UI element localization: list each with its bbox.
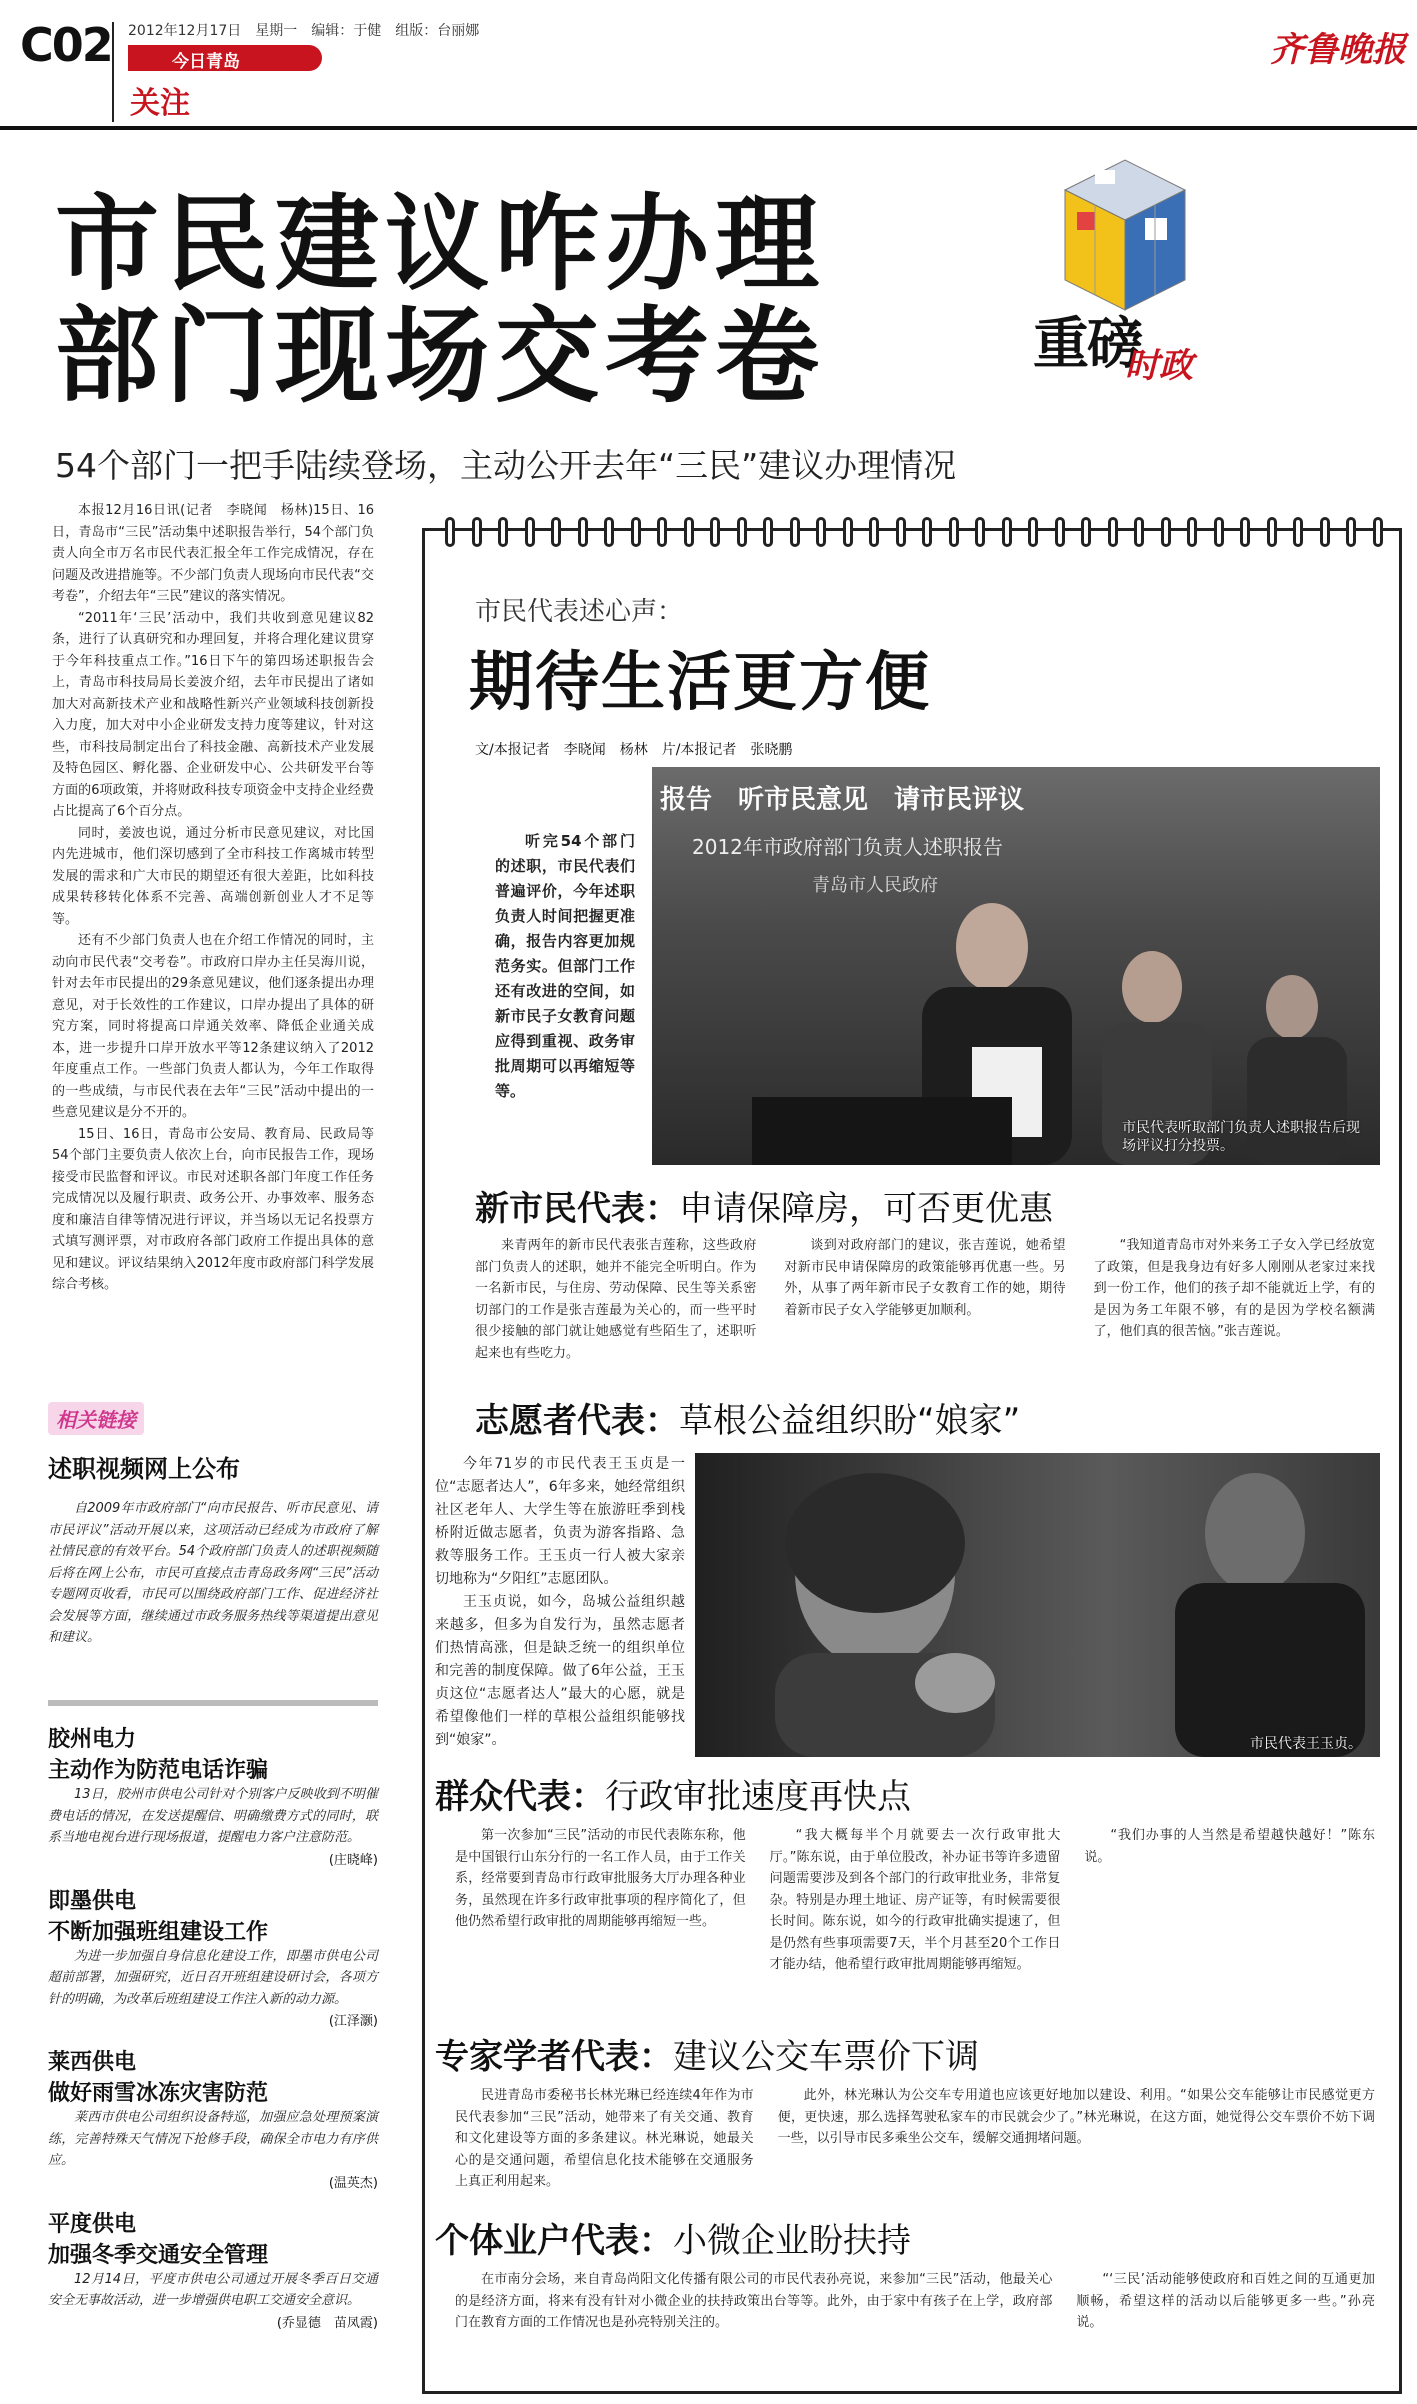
section-label: 志愿者代表： bbox=[475, 1401, 679, 1441]
section-column: 民进青岛市委秘书长林光琳已经连续4年作为市民代表参加“三民”活动，她带来了有关交通、教育和文化建设等方面的多条建议。林光琳说，她最关心的是交通问题，希望信息化技术能够在交通服务上真正利用起来。 bbox=[455, 2088, 754, 2189]
section-tag bbox=[128, 45, 322, 71]
binder-ring bbox=[790, 517, 800, 547]
photo-caption: 市民代表王玉贞。 bbox=[1250, 1736, 1362, 1752]
section-body bbox=[455, 2085, 1375, 2193]
left-divider bbox=[48, 1700, 378, 1706]
portrait-illustration bbox=[695, 1453, 1380, 1757]
binder-ring bbox=[1346, 517, 1356, 547]
photo-screen-line2: 2012年市政府部门负责人述职报告 bbox=[692, 835, 1003, 859]
headline-line1: 市民建议咋办理 bbox=[55, 183, 826, 305]
brief-text: 13日，胶州市供电公司针对个别客户反映收到不明催费电话的情况，在发送提醒信、明确缴费方式的同时，联系当地电视台进行现场报道，提醒电力客户注意防范。 bbox=[48, 1787, 378, 1845]
brief-company: 莱西供电 bbox=[48, 2050, 137, 2075]
binder-ring bbox=[1240, 517, 1250, 547]
section-column: “我们办事的人当然是希望越快越好！”陈东说。 bbox=[1084, 1828, 1376, 1865]
section-column: 谈到对政府部门的建议，张吉莲说，她希望对新市民申请保障房的政策能够再优惠一些。另外，从事了两年新市民子女教育工作的她，期待着新市民子女入学能够更加顺利。 bbox=[784, 1238, 1066, 1318]
section-topic: 行政审批速度再快点 bbox=[605, 1777, 911, 1817]
section-label: 专家学者代表： bbox=[435, 2037, 673, 2077]
section-topic: 申请保障房，可否更优惠 bbox=[679, 1189, 1053, 1229]
binder-ring bbox=[922, 517, 932, 547]
feature-box bbox=[422, 528, 1402, 2394]
paper-logo: 齐鲁晚报 bbox=[1270, 30, 1406, 70]
section-label: 群众代表： bbox=[435, 1777, 605, 1817]
brief-company: 即墨供电 bbox=[48, 1888, 137, 1914]
related-link-badge: 相关链接 bbox=[48, 1402, 144, 1435]
brief-title: 做好雨雪冰冻灾害防范 bbox=[48, 2081, 269, 2106]
binder-ring bbox=[1028, 517, 1038, 547]
binder-ring bbox=[1055, 517, 1065, 547]
binder-ring bbox=[472, 517, 482, 547]
section-body bbox=[455, 2269, 1375, 2334]
related-link-text: 自2009年市政府部门“向市民报告、听市民意见、请市民评议”活动开展以来，这项活动已经成为市政府了解社情民意的有效平台。54个政府部门负责人的述职视频随后将在网上公布，市民可直接点击青岛政务网“三民”活动专题网页收看，市民可以围绕政府部门工作、促进经济社会发展等方面，继续通过市政务服务热线等渠道提出意见和建议。 bbox=[48, 1501, 378, 1645]
binder-ring bbox=[869, 517, 879, 547]
binder-ring bbox=[949, 517, 959, 547]
binder-ring bbox=[1002, 517, 1012, 547]
volunteer-portrait-photo bbox=[695, 1453, 1380, 1757]
section-body bbox=[455, 1825, 1375, 1976]
brief-byline: (温英杰) bbox=[328, 2175, 378, 2191]
brief-text: 莱西市供电公司组织设备特巡，加强应急处理预案演练，完善特殊天气情况下抢修手段，确保全市电力有序供应。 bbox=[48, 2110, 378, 2168]
binder-ring bbox=[1373, 517, 1383, 547]
lead-paragraph: 还有不少部门负责人也在介绍工作情况的同时，主动向市民代表“交考卷”。市政府口岸办主任吴海川说，针对去年市民提出的29条意见建议，他们逐条提出办理意见，对于长效性的工作建议，口岸办提出了具体的研究方案，同时将提高口岸通关效率、降低企业通关成本，进一步提升口岸开放水平等12条建议纳入了2012年度重点工作。一些部门负责人都认为，今年工作取得的一些成绩，与市民代表在去年“三民”活动中提出的一些意见建议是分不开的。 bbox=[52, 933, 374, 1120]
logo-big-text: 重磅 bbox=[1033, 312, 1141, 377]
binder-ring bbox=[498, 517, 508, 547]
brief-byline: (江泽灏) bbox=[328, 2014, 378, 2029]
brief-title: 不断加强班组建设工作 bbox=[48, 1919, 269, 1945]
header-rule bbox=[0, 126, 1417, 130]
feature-title: 期待生活更方便 bbox=[469, 646, 931, 720]
section-head-public bbox=[435, 1769, 911, 1818]
section-label: 新市民代表： bbox=[475, 1189, 679, 1229]
brief-item bbox=[48, 1884, 378, 2030]
section-column: 王玉贞说，如今，岛城公益组织越来越多，但多为自发行为，虽然志愿者们热情高涨，但是缺乏统一的组织单位和完善的制度保障。做了6年公益，王玉贞这位“志愿者达人”最大的心愿，就是希望像他们一样的草根公益组织能够找到“娘家”。 bbox=[435, 1594, 685, 1748]
binder-ring bbox=[816, 517, 826, 547]
brief-byline: (庄晓峰) bbox=[328, 1852, 378, 1868]
header-divider bbox=[112, 22, 114, 122]
brief-title: 主动作为防范电话诈骗 bbox=[48, 1758, 269, 1783]
section-column: 今年71岁的市民代表王玉贞是一位“志愿者达人”，6年多来，她经常组织社区老年人、大学生等在旅游旺季到栈桥附近做志愿者，负责为游客指路、急救等服务工作。王玉贞一行人被大家亲切地称为“夕阳红”志愿团队。 bbox=[435, 1456, 685, 1587]
section-head-new-citizen bbox=[475, 1181, 1053, 1230]
binder-ring bbox=[631, 517, 641, 547]
binder-ring bbox=[737, 517, 747, 547]
binder-ring bbox=[445, 517, 455, 547]
related-link-box bbox=[48, 1402, 378, 1702]
binder-ring bbox=[1134, 517, 1144, 547]
brief-item bbox=[48, 1722, 378, 1868]
binder-ring bbox=[843, 517, 853, 547]
binder-ring bbox=[525, 517, 535, 547]
section-column: “我知道青岛市对外来务工子女入学已经放宽了政策，但是我身边有好多人刚刚从老家过来找到一份工作，他们的孩子却不能就近上学，有的是因为务工年限不够，有的是因为学校名额满了，他们真的很苦恼。”张吉莲说。 bbox=[1093, 1238, 1375, 1339]
section-topic: 建议公交车票价下调 bbox=[673, 2037, 979, 2077]
section-head-expert bbox=[435, 2029, 979, 2078]
binder-ring bbox=[710, 517, 720, 547]
binder-ring bbox=[1161, 517, 1171, 547]
brief-byline: (乔显德 苗凤霞) bbox=[276, 2315, 378, 2331]
headline-line2: 部门现场交考卷 bbox=[55, 295, 826, 417]
binder-ring bbox=[578, 517, 588, 547]
photo-caption: 市民代表听取部门负责人述职报告后现场评议打分投票。 bbox=[1122, 1120, 1360, 1154]
headline-subtitle: 54个部门一把手陆续登场，主动公开去年“三民”建议办理情况 bbox=[55, 446, 957, 485]
section-head-volunteer bbox=[475, 1393, 1020, 1442]
section-column: “我大概每半个月就要去一次行政审批大厅。”陈东说，由于单位股改，补办证书等许多遗留问题需要涉及到各个部门的行政审批业务，非常复杂。特别是办理土地证、房产证等，有时候需要很长时间。陈东说，如今的行政审批确实提速了，但是仍然有些事项需要7天，半个月甚至20个工作日才能办结，他希望行政审批周期能够再缩短。 bbox=[769, 1828, 1061, 1972]
lead-paragraph: “2011年‘三民’活动中，我们共收到意见建议82条，进行了认真研究和办理回复，并将合理化建议贯穿于今年科技重点工作。”16日下午的第四场述职报告会上，青岛市科技局局长姜波介绍，去年市民提出了诸如加大对高新技术产业和战略性新兴产业领域科技创新投入力度，加大对中小企业研发支持力度等建议，针对这些，市科技局制定出台了科技金融、高新技术产业发展及特色园区、孵化器、企业研发中心、公共研发平台等方面的6项政策，并将财政科技专项资金中支持企业经费占比提高了6个百分点。 bbox=[52, 610, 374, 819]
column-name: 关注 bbox=[130, 86, 190, 121]
related-link-title: 述职视频网上公布 bbox=[48, 1455, 240, 1483]
binder-ring bbox=[1214, 517, 1224, 547]
binder-ring bbox=[1187, 517, 1197, 547]
section-column: 在市南分会场，来自青岛尚阳文化传播有限公司的市民代表孙亮说，来参加“三民”活动，他最关心的是经济方面，将来有没有针对小微企业的扶持政策出台等等。此外，由于家中有孩子在上学，政府部门在教育方面的工作情况也是孙亮特别关注的。 bbox=[455, 2272, 1053, 2330]
masthead bbox=[0, 0, 1417, 140]
feature-logo bbox=[1025, 150, 1215, 386]
photo-screen-line1: 报告 听市民意见 请市民评议 bbox=[660, 785, 1025, 815]
brief-item bbox=[48, 2207, 378, 2331]
section-column: 来青两年的新市民代表张吉莲称，这些政府部门负责人的述职，她并不能完全听明白。作为一名新市民，与住房、劳动保障、民生等关系密切部门的工作是张吉莲最为关心的，而一些平时很少接触的部门就让她感觉有些陌生了，述职听起来也有些吃力。 bbox=[475, 1238, 757, 1361]
lead-article bbox=[52, 500, 374, 1296]
report-hall-photo bbox=[652, 767, 1380, 1165]
section-column: 此外，林光琳认为公交车专用道也应该更好地加以建设、利用。“如果公交车能够让市民感觉更方便，更快速，那么选择驾驶私家车的市民就会少了。”林光琳说，在这方面，她觉得公交车票价不妨下调一些，以引导市民多乘坐公交车，缓解交通拥堵问题。 bbox=[777, 2088, 1375, 2146]
briefs bbox=[48, 1722, 378, 2331]
brief-item bbox=[48, 2045, 378, 2191]
feature-kicker: 市民代表述心声： bbox=[475, 597, 684, 627]
binder-ring bbox=[763, 517, 773, 547]
feature-byline: 文/本报记者 李晓闻 杨林 片/本报记者 张晓鹏 bbox=[475, 742, 793, 758]
section-tag-text: 今日青岛 bbox=[172, 52, 240, 72]
section-topic: 小微企业盼扶持 bbox=[673, 2221, 911, 2261]
lead-paragraph: 15日、16日，青岛市公安局、教育局、民政局等54个部门主要负责人依次上台，向市民报告工作，现场接受市民监督和评议。市民对述职各部门年度工作任务完成情况以及履行职责、政务公开、办事效率、服务态度和廉洁自律等情况进行评议，并当场以无记名投票方式填写测评票，对市政府各部门政府工作提出具体的意见和建议。评议结果纳入2012年度市政府部门科学发展综合考核。 bbox=[52, 1126, 374, 1292]
binder-ring bbox=[975, 517, 985, 547]
section-head-business bbox=[435, 2213, 911, 2262]
page-code: C02 bbox=[20, 18, 112, 72]
binder-ring bbox=[1081, 517, 1091, 547]
photo-screen-line3: 青岛市人民政府 bbox=[812, 875, 938, 896]
section-label: 个体业户代表： bbox=[435, 2221, 673, 2261]
binder-ring bbox=[1293, 517, 1303, 547]
binder-ring bbox=[551, 517, 561, 547]
lead-paragraph: 本报12月16日讯(记者 李晓闻 杨林)15日、16日，青岛市“三民”活动集中述职报告举行，54个部门负责人向全市万名市民代表汇报全年工作完成情况，存在问题及改进措施等。不少部门负责人现场向市民代表“交考卷”，介绍去年“三民”建议的落实情况。 bbox=[52, 503, 374, 604]
binder-ring bbox=[1320, 517, 1330, 547]
section-body bbox=[435, 1453, 685, 1752]
binder-ring bbox=[604, 517, 614, 547]
section-body bbox=[475, 1235, 1375, 1364]
binder-ring bbox=[657, 517, 667, 547]
brief-text: 为进一步加强自身信息化建设工作，即墨市供电公司超前部署，加强研究，近日召开班组建设研讨会，各项方针的明确，为改革后班组建设工作注入新的动力源。 bbox=[48, 1948, 378, 2007]
section-topic: 草根公益组织盼“娘家” bbox=[679, 1401, 1021, 1441]
binder-ring bbox=[1108, 517, 1118, 547]
section-column: “‘三民’活动能够使政府和百姓之间的互通更加顺畅，希望这样的活动以后能够更多一些。”孙亮说。 bbox=[1076, 2272, 1375, 2330]
binder-ring bbox=[896, 517, 906, 547]
feature-intro: 听完54个部门的述职，市民代表们普遍评价，今年述职负责人时间把握更准确，报告内容更加规范务实。但部门工作还有改进的空间，如新市民子女教育问题应得到重视、政务审批周期可以再缩短等等。 bbox=[495, 832, 635, 1100]
issue-meta: 2012年12月17日 星期一 编辑：于健 组版：台丽娜 bbox=[128, 23, 480, 39]
brief-title: 加强冬季交通安全管理 bbox=[48, 2242, 269, 2268]
binder-ring bbox=[684, 517, 694, 547]
binder-ring bbox=[1267, 517, 1277, 547]
logo-small-text: 时政 bbox=[1125, 346, 1193, 386]
lead-paragraph: 同时，姜波也说，通过分析市民意见建议，对比国内先进城市，他们深切感到了全市科技工作离城市转型发展的需求和广大市民的期望还有很大差距，比如科技成果转移转化体系不完善、高端创新创业人才不足等等。 bbox=[52, 825, 374, 927]
section-column: 第一次参加“三民”活动的市民代表陈东称，他是中国银行山东分行的一名工作人员，由于工作关系，经常要到青岛市行政审批服务大厅办理各种业务，虽然现在许多行政审批事项的程序简化了，但他仍然希望行政审批的周期能够再缩短一些。 bbox=[455, 1828, 746, 1929]
brief-text: 12月14日，平度市供电公司通过开展冬季百日交通安全无事故活动，进一步增强供电职工交通安全意识。 bbox=[48, 2271, 378, 2308]
brief-company: 胶州电力 bbox=[48, 1727, 137, 1752]
brief-company: 平度供电 bbox=[48, 2211, 137, 2237]
